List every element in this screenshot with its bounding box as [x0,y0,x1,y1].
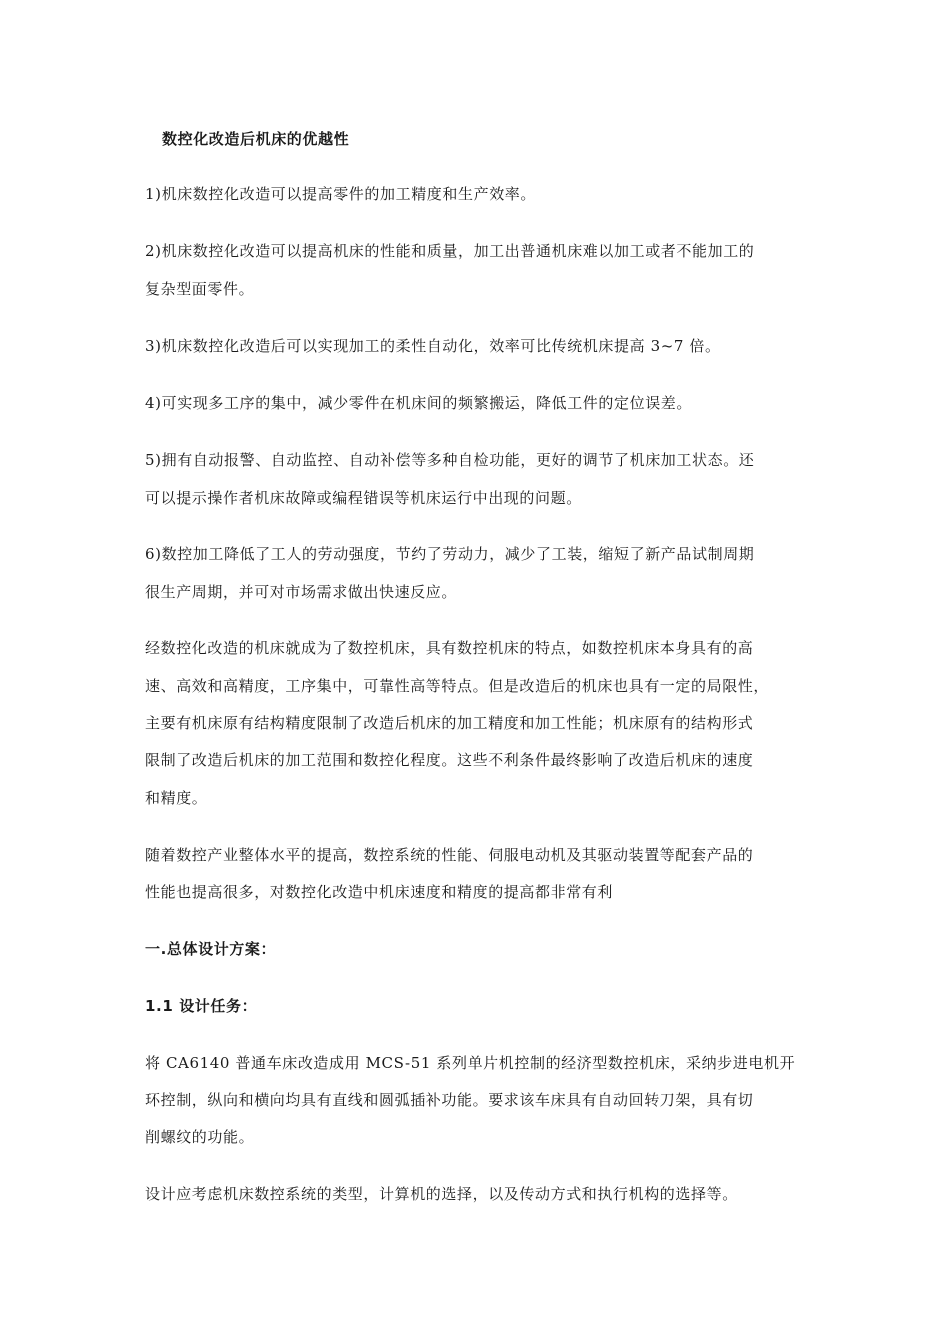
paragraph-2-line-2: 性能也提高很多，对数控化改造中机床速度和精度的提高都非常有利 [145,883,614,901]
section-heading-1-1: 1.1 设计任务： [145,997,258,1015]
list-item-1: 1)机床数控化改造可以提高零件的加工精度和生产效率。 [145,185,536,203]
task-line-2: 环控制，纵向和横向均具有直线和圆弧插补功能。要求该车床具有自动回转刀架，具有切 [145,1091,754,1109]
list-item-6-line-2: 很生产周期，并可对市场需求做出快速反应。 [145,583,458,601]
paragraph-1-line-5: 和精度。 [145,789,208,807]
list-item-2-line-1: 2)机床数控化改造可以提高机床的性能和质量，加工出普通机床难以加工或者不能加工的 [145,242,755,260]
list-item-6-line-1: 6)数控加工降低了工人的劳动强度，节约了劳动力，减少了工装，缩短了新产品试制周期 [145,545,755,563]
paragraph-1-line-1: 经数控化改造的机床就成为了数控机床，具有数控机床的特点，如数控机床本身具有的高 [145,639,754,657]
list-item-2-line-2: 复杂型面零件。 [145,280,255,298]
paragraph-1-line-2: 速、高效和高精度，工序集中，可靠性高等特点。但是改造后的机床也具有一定的局限性， [145,677,770,695]
task-line-1: 将 CA6140 普通车床改造成用 MCS-51 系列单片机控制的经济型数控机床，采纳步进电机开 [145,1054,796,1072]
paragraph-1-line-4: 限制了改造后机床的加工范围和数控化程度。这些不利条件最终影响了改造后机床的速度 [145,751,754,769]
section-heading-1: 一.总体设计方案： [145,940,277,958]
design-note: 设计应考虑机床数控系统的类型，计算机的选择，以及传动方式和执行机构的选择等。 [145,1185,738,1203]
list-item-5-line-2: 可以提示操作者机床故障或编程错误等机床运行中出现的问题。 [145,489,582,507]
task-line-3: 削螺纹的功能。 [145,1128,255,1146]
list-item-3: 3)机床数控化改造后可以实现加工的柔性自动化，效率可比传统机床提高 3~7 倍。 [145,337,721,355]
document-title: 数控化改造后机床的优越性 [162,130,350,148]
paragraph-2-line-1: 随着数控产业整体水平的提高，数控系统的性能、伺服电动机及其驱动装置等配套产品的 [145,846,754,864]
list-item-4: 4)可实现多工序的集中，减少零件在机床间的频繁搬运，降低工件的定位误差。 [145,394,692,412]
list-item-5-line-1: 5)拥有自动报警、自动监控、自动补偿等多种自检功能，更好的调节了机床加工状态。还 [145,451,755,469]
paragraph-1-line-3: 主要有机床原有结构精度限制了改造后机床的加工精度和加工性能；机床原有的结构形式 [145,714,754,732]
